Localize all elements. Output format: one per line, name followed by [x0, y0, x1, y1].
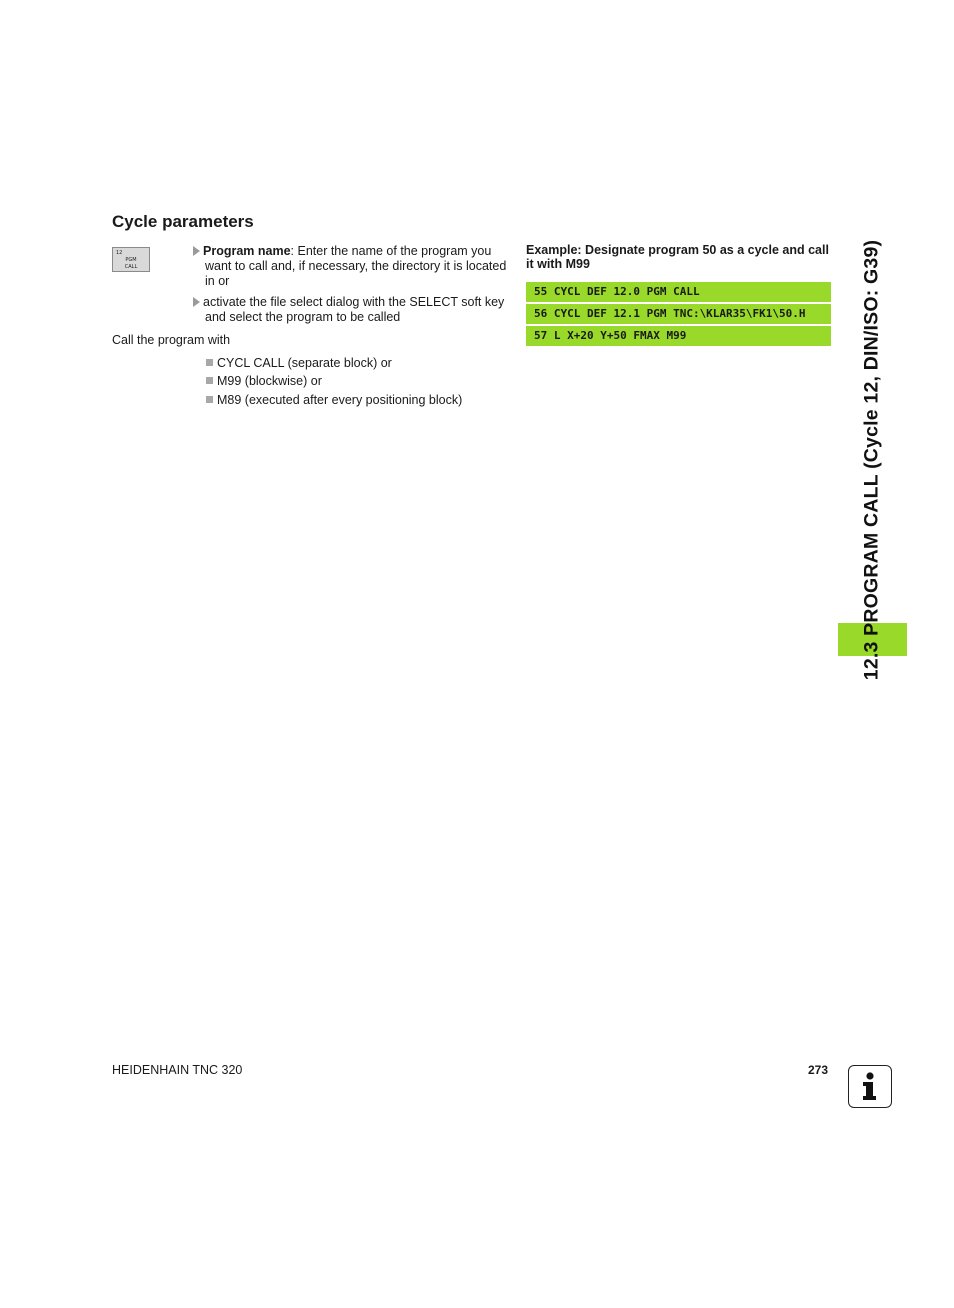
parameter-label: Program name	[203, 244, 291, 258]
parameter-select-dialog	[193, 295, 511, 325]
parameter-program-name	[193, 244, 511, 289]
page-number: 273	[808, 1063, 829, 1077]
code-line: 57 L X+20 Y+50 FMAX M99	[526, 326, 831, 346]
footer-product: HEIDENHAIN TNC 320	[112, 1063, 243, 1077]
code-line: 55 CYCL DEF 12.0 PGM CALL	[526, 282, 831, 302]
square-bullet-icon	[206, 377, 213, 384]
parameter-text-continued: and select the program to be called	[205, 310, 401, 324]
square-bullet-icon	[206, 396, 213, 403]
info-icon	[848, 1065, 892, 1108]
code-line: 56 CYCL DEF 12.1 PGM TNC:\KLAR35\FK1\50.H	[526, 304, 831, 324]
softkey-number: 12	[116, 250, 123, 256]
softkey-line2: CALL	[124, 264, 138, 270]
parameter-text: activate the file select dialog with the SELECT soft key	[203, 295, 505, 309]
triangle-right-icon	[193, 297, 200, 307]
list-item: CYCL CALL (separate block) or	[206, 356, 392, 370]
section-title: Cycle parameters	[112, 212, 254, 231]
parameter-text: : Enter the name of the program you	[290, 244, 492, 258]
list-item: M99 (blockwise) or	[206, 374, 322, 388]
softkey-line1: PGM	[125, 257, 137, 263]
example-title: Example: Designate program 50 as a cycle and call it with M99	[526, 243, 829, 271]
triangle-right-icon	[193, 246, 200, 256]
pgm-call-softkey-icon	[112, 247, 150, 272]
parameter-text-continued: want to call and, if necessary, the directory it is located in or	[205, 259, 507, 288]
list-item: M89 (executed after every positioning block)	[206, 393, 462, 407]
call-intro: Call the program with	[112, 333, 231, 347]
info-glyph	[849, 1066, 890, 1106]
square-bullet-icon	[206, 359, 213, 366]
